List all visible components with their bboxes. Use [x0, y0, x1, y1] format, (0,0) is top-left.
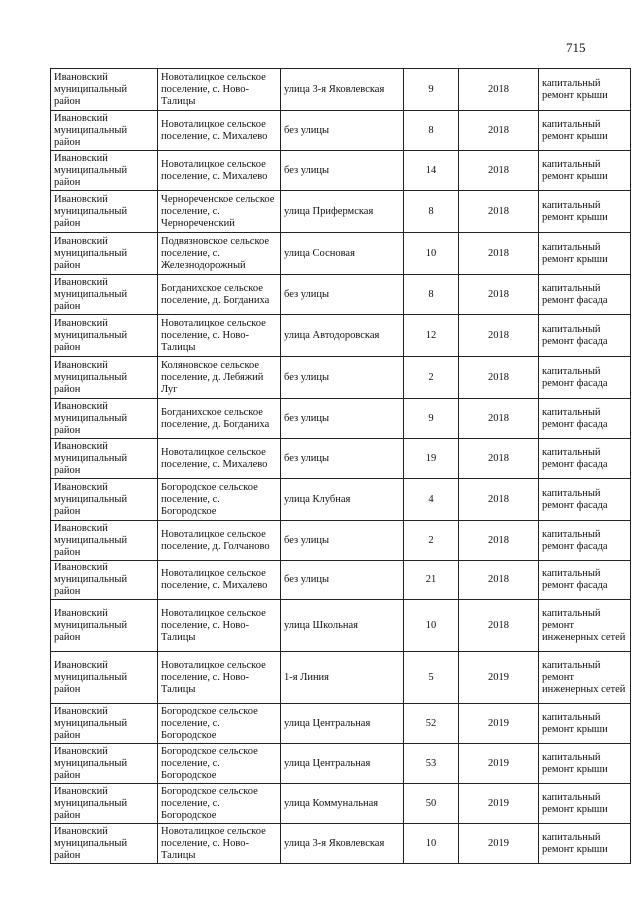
year-cell: 2018 [459, 357, 539, 399]
house-number-cell: 2 [404, 357, 459, 399]
street-cell: улица Школьная [281, 600, 404, 652]
settlement-cell: Новоталицкое сельское поселение, с. Михалево [158, 439, 281, 479]
house-number-cell: 14 [404, 151, 459, 191]
district-cell: Ивановский муниципальный район [51, 275, 158, 315]
district-cell: Ивановский муниципальный район [51, 233, 158, 275]
work-type-cell: капитальный ремонт крыши [539, 824, 631, 864]
house-number-cell: 19 [404, 439, 459, 479]
street-cell: улица Автодоровская [281, 315, 404, 357]
district-cell: Ивановский муниципальный район [51, 399, 158, 439]
street-cell: без улицы [281, 439, 404, 479]
settlement-cell: Новоталицкое сельское поселение, с. Михалево [158, 561, 281, 600]
street-cell: без улицы [281, 357, 404, 399]
table-row [51, 439, 631, 479]
work-type-cell: капитальный ремонт фасада [539, 315, 631, 357]
district-cell: Ивановский муниципальный район [51, 69, 158, 111]
settlement-cell: Богородское сельское поселение, с. Богородское [158, 784, 281, 824]
table-row [51, 357, 631, 399]
year-cell: 2018 [459, 315, 539, 357]
year-cell: 2019 [459, 744, 539, 784]
house-number-cell: 10 [404, 233, 459, 275]
street-cell: улица Сосновая [281, 233, 404, 275]
year-cell: 2018 [459, 111, 539, 151]
table-row [51, 521, 631, 561]
settlement-cell: Коляновское сельское поселение, д. Лебяжий Луг [158, 357, 281, 399]
street-cell: улица Прифермская [281, 191, 404, 233]
work-type-cell: капитальный ремонт фасада [539, 399, 631, 439]
house-number-cell: 50 [404, 784, 459, 824]
house-number-cell: 53 [404, 744, 459, 784]
street-cell: улица 3-я Яковлевская [281, 824, 404, 864]
district-cell: Ивановский муниципальный район [51, 439, 158, 479]
house-number-cell: 4 [404, 479, 459, 521]
settlement-cell: Подвязновское сельское поселение, с. Железнодорожный [158, 233, 281, 275]
year-cell: 2019 [459, 784, 539, 824]
street-cell: улица Центральная [281, 704, 404, 744]
house-number-cell: 8 [404, 275, 459, 315]
work-type-cell: капитальный ремонт крыши [539, 704, 631, 744]
table-row [51, 744, 631, 784]
table-row [51, 69, 631, 111]
street-cell: улица 3-я Яковлевская [281, 69, 404, 111]
settlement-cell: Новоталицкое сельское поселение, с. Ново-Талицы [158, 824, 281, 864]
table-body [51, 69, 631, 864]
table-row [51, 399, 631, 439]
district-cell: Ивановский муниципальный район [51, 151, 158, 191]
district-cell: Ивановский муниципальный район [51, 600, 158, 652]
table-row [51, 652, 631, 704]
house-number-cell: 10 [404, 600, 459, 652]
work-type-cell: капитальный ремонт инженерных сетей [539, 652, 631, 704]
district-cell: Ивановский муниципальный район [51, 824, 158, 864]
district-cell: Ивановский муниципальный район [51, 191, 158, 233]
street-cell: улица Коммунальная [281, 784, 404, 824]
district-cell: Ивановский муниципальный район [51, 111, 158, 151]
year-cell: 2019 [459, 704, 539, 744]
district-cell: Ивановский муниципальный район [51, 704, 158, 744]
year-cell: 2018 [459, 439, 539, 479]
settlement-cell: Новоталицкое сельское поселение, с. Михалево [158, 151, 281, 191]
settlement-cell: Богородское сельское поселение, с. Богородское [158, 744, 281, 784]
table-row [51, 151, 631, 191]
work-type-cell: капитальный ремонт фасада [539, 275, 631, 315]
table-row [51, 479, 631, 521]
table-row [51, 561, 631, 600]
work-type-cell: капитальный ремонт инженерных сетей [539, 600, 631, 652]
district-cell: Ивановский муниципальный район [51, 521, 158, 561]
street-cell: без улицы [281, 399, 404, 439]
year-cell: 2018 [459, 69, 539, 111]
year-cell: 2018 [459, 521, 539, 561]
settlement-cell: Новоталицкое сельское поселение, с. Ново-Талицы [158, 315, 281, 357]
street-cell: без улицы [281, 275, 404, 315]
street-cell: без улицы [281, 151, 404, 191]
work-type-cell: капитальный ремонт фасада [539, 479, 631, 521]
work-type-cell: капитальный ремонт крыши [539, 69, 631, 111]
work-type-cell: капитальный ремонт фасада [539, 561, 631, 600]
house-number-cell: 52 [404, 704, 459, 744]
work-type-cell: капитальный ремонт крыши [539, 784, 631, 824]
settlement-cell: Новоталицкое сельское поселение, д. Голчаново [158, 521, 281, 561]
work-type-cell: капитальный ремонт крыши [539, 744, 631, 784]
settlement-cell: Богданихское сельское поселение, д. Богданиха [158, 399, 281, 439]
street-cell: без улицы [281, 521, 404, 561]
work-type-cell: капитальный ремонт крыши [539, 111, 631, 151]
year-cell: 2018 [459, 233, 539, 275]
house-number-cell: 2 [404, 521, 459, 561]
year-cell: 2018 [459, 275, 539, 315]
year-cell: 2018 [459, 399, 539, 439]
street-cell: без улицы [281, 561, 404, 600]
street-cell: без улицы [281, 111, 404, 151]
settlement-cell: Новоталицкое сельское поселение, с. Михалево [158, 111, 281, 151]
year-cell: 2018 [459, 561, 539, 600]
house-number-cell: 8 [404, 111, 459, 151]
work-type-cell: капитальный ремонт фасада [539, 439, 631, 479]
work-type-cell: капитальный ремонт фасада [539, 357, 631, 399]
district-cell: Ивановский муниципальный район [51, 479, 158, 521]
table-row [51, 600, 631, 652]
table-row [51, 824, 631, 864]
house-number-cell: 12 [404, 315, 459, 357]
district-cell: Ивановский муниципальный район [51, 784, 158, 824]
settlement-cell: Богородское сельское поселение, с. Богородское [158, 479, 281, 521]
work-type-cell: капитальный ремонт фасада [539, 521, 631, 561]
year-cell: 2018 [459, 479, 539, 521]
table-row [51, 191, 631, 233]
house-number-cell: 9 [404, 69, 459, 111]
street-cell: улица Центральная [281, 744, 404, 784]
district-cell: Ивановский муниципальный район [51, 561, 158, 600]
table-row [51, 784, 631, 824]
settlement-cell: Новоталицкое сельское поселение, с. Ново-Талицы [158, 600, 281, 652]
table-row [51, 233, 631, 275]
settlement-cell: Чернореченское сельское поселение, с. Чернореченский [158, 191, 281, 233]
year-cell: 2018 [459, 191, 539, 233]
district-cell: Ивановский муниципальный район [51, 744, 158, 784]
page-number: 715 [566, 40, 586, 55]
work-type-cell: капитальный ремонт крыши [539, 191, 631, 233]
house-number-cell: 8 [404, 191, 459, 233]
work-type-cell: капитальный ремонт крыши [539, 151, 631, 191]
street-cell: 1-я Линия [281, 652, 404, 704]
settlement-cell: Богородское сельское поселение, с. Богородское [158, 704, 281, 744]
table-row [51, 315, 631, 357]
street-cell: улица Клубная [281, 479, 404, 521]
house-number-cell: 10 [404, 824, 459, 864]
repair-schedule-table [50, 68, 631, 864]
work-type-cell: капитальный ремонт крыши [539, 233, 631, 275]
settlement-cell: Новоталицкое сельское поселение, с. Ново-Талицы [158, 69, 281, 111]
district-cell: Ивановский муниципальный район [51, 315, 158, 357]
table-row [51, 275, 631, 315]
year-cell: 2019 [459, 824, 539, 864]
settlement-cell: Богданихское сельское поселение, д. Богданиха [158, 275, 281, 315]
table-row [51, 111, 631, 151]
house-number-cell: 21 [404, 561, 459, 600]
district-cell: Ивановский муниципальный район [51, 357, 158, 399]
table-row [51, 704, 631, 744]
settlement-cell: Новоталицкое сельское поселение, с. Ново-Талицы [158, 652, 281, 704]
year-cell: 2019 [459, 652, 539, 704]
house-number-cell: 9 [404, 399, 459, 439]
year-cell: 2018 [459, 600, 539, 652]
year-cell: 2018 [459, 151, 539, 191]
district-cell: Ивановский муниципальный район [51, 652, 158, 704]
house-number-cell: 5 [404, 652, 459, 704]
